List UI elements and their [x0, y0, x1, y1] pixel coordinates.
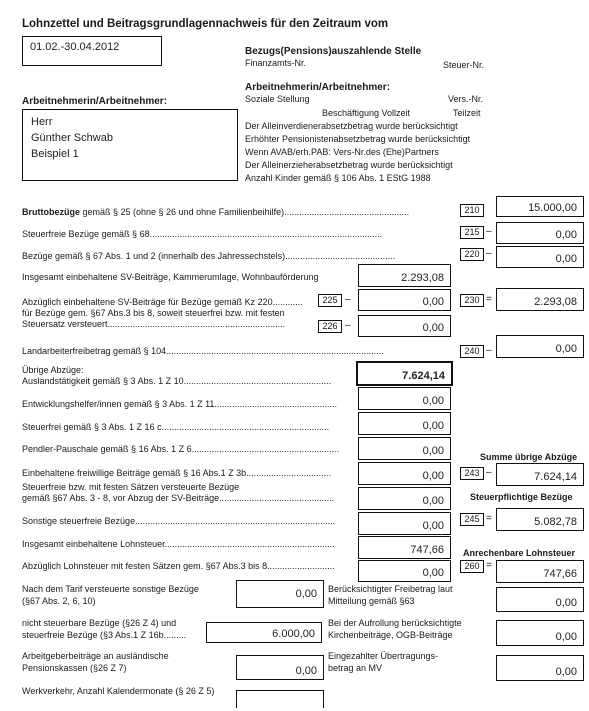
- bezuege67-value-box: [496, 246, 584, 268]
- tarif-value: 0,00: [295, 588, 317, 600]
- steuerfrei-fest-value: 0,00: [422, 495, 444, 507]
- freibetrag-line2: Mitteilung gemäß §63: [328, 596, 415, 606]
- steuerfrei3-label: Steuerfrei gemäß § 3 Abs. 1 Z 16 c...................................................................: [22, 422, 330, 432]
- steuerfrei-fest-line2: gemäß §67 Abs. 3 - 8, vor Abzug der SV-Beiträge..............................................: [22, 493, 335, 503]
- steuerfrei68-value: 0,00: [555, 229, 577, 241]
- freibetrag-value-box: [496, 587, 584, 612]
- employee-address-box: [22, 109, 238, 181]
- beschaeftigung: Beschäftigung Vollzeit: [322, 108, 411, 118]
- period-box: [22, 36, 162, 66]
- finanzamt-label: Finanzamts-Nr.: [245, 58, 307, 68]
- value-260-box: [496, 560, 584, 583]
- uebrige-label: Übrige Abzüge:: [22, 365, 84, 375]
- value-243-box: [496, 463, 584, 486]
- freiwillig-value: 0,00: [422, 470, 444, 482]
- pendler-value: 0,00: [422, 445, 444, 457]
- brutto-rest: gemäß § 25 (ohne § 26 und ohne Familienbeihilfe)..................................................: [80, 207, 410, 217]
- employee-name: Günther Schwab: [31, 132, 113, 144]
- insgesamt-sv-label: Insgesamt einbehaltene SV-Beiträge, Kammerumlage, Wohnbauförderung: [22, 272, 319, 282]
- steuerfrei3-value-box: [358, 412, 451, 435]
- form-title: Lohnzettel und Beitragsgrundlagennachweis für den Zeitraum vom: [22, 18, 389, 30]
- summe-label: Summe übrige Abzüge: [480, 452, 578, 462]
- tarif-value-box: [236, 580, 324, 608]
- aufrollung-value: 0,00: [555, 631, 577, 643]
- entwicklung-label: Entwicklungshelfer/innen gemäß § 3 Abs. 1 Z 11.................................................: [22, 399, 337, 409]
- tarif-line2: (§67 Abs. 2, 6, 10): [22, 596, 96, 606]
- anzahl-kinder: Anzahl Kinder gemäß § 106 Abs. 1 EStG 1988: [245, 173, 431, 183]
- uebertrag-value: 0,00: [555, 666, 577, 678]
- bezuege67-label: Bezüge gemäß § 67 Abs. 1 und 2 (innerhalb des Jahressechstels)............................................: [22, 251, 396, 261]
- steuerfrei68-label: Steuerfreie Bezüge gemäß § 68.............................................................................................: [22, 229, 383, 239]
- ausland-pk-line2: Pensionskassen (§26 Z 7): [22, 663, 127, 673]
- anrechenbare-label: Anrechenbare Lohnsteuer: [463, 548, 576, 558]
- code-215: 215: [460, 226, 484, 239]
- aufrollung-line1: Bei der Aufrollung berücksichtigte: [328, 618, 462, 628]
- ausland-pk-value-box: [236, 655, 324, 680]
- steuerpflichtige-label: Steuerpflichtige Bezüge: [470, 492, 573, 502]
- steuerfrei-fest-value-box: [358, 487, 451, 510]
- soziale-stellung: Soziale Stellung: [245, 94, 310, 104]
- teilzeit-label: Teilzeit: [453, 108, 481, 118]
- lohnsteuer-label: Insgesamt einbehaltene Lohnsteuer....................................................................: [22, 539, 335, 549]
- equals-260: =: [486, 560, 492, 571]
- abzuglich-sv-line3: Steuersatz versteuert.......................................................................: [22, 319, 286, 329]
- abz-lohnsteuer-label: Abzüglich Lohnsteuer mit festen Sätzen gem. §67 Abs.3 bis 8...........................: [22, 561, 335, 571]
- steuerfrei68-value-box: [496, 222, 584, 244]
- brutto-value-box: [496, 196, 584, 217]
- sonstige-value-box: [358, 512, 451, 535]
- alleinerzieher: Der Alleinerzieherabsetzbetrag wurde berücksichtigt: [245, 160, 453, 170]
- code-245: 245: [460, 513, 484, 526]
- uebertrag-line1: Eingezahlter Übertragungs-: [328, 651, 439, 661]
- value-225-box: [358, 289, 451, 311]
- value-260: 747,66: [543, 568, 577, 580]
- avab-partner: Wenn AVAB/erh.PAB: Vers-Nr.des (Ehe)Partners: [245, 147, 439, 157]
- pensionisten: Erhöhter Pensionistenabsetzbetrag wurde berücksichtigt: [245, 134, 471, 144]
- steuer-label: Steuer-Nr.: [443, 60, 485, 70]
- ausland-pk-value: 0,00: [295, 665, 317, 677]
- brutto-bold: Bruttobezüge: [22, 207, 80, 217]
- sonstige-label: Sonstige steuerfreie Bezüge................................................................................: [22, 516, 336, 526]
- equals-245: =: [486, 513, 492, 524]
- minus-240: –: [486, 345, 492, 356]
- payer-heading: Bezugs(Pensions)auszahlende Stelle: [245, 46, 422, 57]
- code-240: 240: [460, 345, 484, 358]
- value-245-box: [496, 508, 584, 531]
- insgesamt-sv-value: 2.293,08: [401, 272, 444, 284]
- value-226: 0,00: [422, 322, 444, 334]
- employee-right-heading: Arbeitnehmerin/Arbeitnehmer:: [245, 82, 391, 93]
- value-230: 2.293,08: [534, 296, 577, 308]
- alleinverdiener: Der Alleinverdienerabsetzbetrag wurde berücksichtigt: [245, 121, 458, 131]
- employee-note: Beispiel 1: [31, 148, 79, 160]
- employee-left-heading: Arbeitnehmerin/Arbeitnehmer:: [22, 96, 168, 107]
- abzuglich-sv-line2: für Bezüge gem. §67 Abs.3 bis 8, soweit steuerfrei bzw. mit festen: [22, 308, 285, 318]
- lohnsteuer-value: 747,66: [410, 544, 444, 556]
- steuerfrei3-value: 0,00: [422, 420, 444, 432]
- auslands-label: Auslandstätigkeit gemäß § 3 Abs. 1 Z 10...........................................................: [22, 376, 332, 386]
- value-226-box: [358, 315, 451, 337]
- value-245: 5.082,78: [534, 516, 577, 528]
- pendler-value-box: [358, 437, 451, 460]
- employee-salutation: Herr: [31, 116, 53, 128]
- uebertrag-value-box: [496, 655, 584, 681]
- werkverkehr-label: Werkverkehr, Anzahl Kalendermonate (§ 26 Z 5): [22, 686, 215, 696]
- uebertrag-line2: betrag an MV: [328, 663, 383, 673]
- code-210: 210: [460, 204, 484, 217]
- code-225: 225: [318, 294, 342, 307]
- werkverkehr-value-box: [236, 690, 324, 708]
- code-243: 243: [460, 467, 484, 480]
- nicht-steuerbar-value-box: [206, 622, 322, 643]
- pendler-label: Pendler-Pauschale gemäß § 16 Abs. 1 Z 6...........................................................: [22, 444, 340, 454]
- value-243: 7.624,14: [534, 471, 577, 483]
- freibetrag-value: 0,00: [555, 597, 577, 609]
- steuerfrei-fest-line1: Steuerfreie bzw. mit festen Sätzen versteuerte Bezüge: [22, 482, 240, 492]
- equals-230: =: [486, 294, 492, 305]
- brutto-label: [22, 207, 409, 218]
- minus-220: –: [486, 248, 492, 259]
- vers-nr-label: Vers.-Nr.: [448, 94, 484, 104]
- nicht-steuerbar-value: 6.000,00: [272, 628, 315, 640]
- value-230-box: [496, 288, 584, 311]
- auslands-value-box: [356, 361, 453, 386]
- abz-lohnsteuer-value: 0,00: [422, 567, 444, 579]
- brutto-value: 15.000,00: [528, 202, 577, 214]
- code-230: 230: [460, 294, 484, 307]
- ausland-pk-line1: Arbeitgeberbeiträge an ausländische: [22, 651, 169, 661]
- lohnsteuer-value-box: [358, 536, 451, 559]
- minus-225: –: [345, 294, 351, 305]
- auslands-value: 7.624,14: [402, 370, 445, 382]
- code-220: 220: [460, 248, 484, 261]
- value-240: 0,00: [555, 343, 577, 355]
- freiwillig-value-box: [358, 462, 451, 485]
- code-226: 226: [318, 320, 342, 333]
- abz-lohnsteuer-value-box: [358, 560, 451, 582]
- insgesamt-sv-value-box: [358, 264, 451, 287]
- aufrollung-line2: Kirchenbeiträge, OGB-Beiträge: [328, 630, 453, 640]
- sonstige-value: 0,00: [422, 520, 444, 532]
- freiwillig-label: Einbehaltene freiwillige Beiträge gemäß § 16 Abs.1 Z 3b..................................: [22, 468, 332, 478]
- period-value: 01.02.-30.04.2012: [30, 41, 120, 53]
- minus-243: –: [486, 467, 492, 478]
- minus-215: –: [486, 226, 492, 237]
- freibetrag-line1: Berücksichtigter Freibetrag laut: [328, 584, 453, 594]
- value-240-box: [496, 335, 584, 358]
- landarbeiter-label: Landarbeiterfreibetrag gemäß § 104.......................................................................................: [22, 346, 384, 356]
- code-260: 260: [460, 560, 484, 573]
- abzuglich-sv-line1: Abzüglich einbehaltene SV-Beiträge für Bezüge gemäß Kz 220............: [22, 297, 303, 307]
- tarif-line1: Nach dem Tarif versteuerte sonstige Bezüge: [22, 584, 199, 594]
- nicht-steuerbar-line2: steuerfreie Bezüge (§3 Abs.1 Z 16b.........: [22, 630, 187, 640]
- bezuege67-value: 0,00: [555, 253, 577, 265]
- aufrollung-value-box: [496, 620, 584, 646]
- entwicklung-value: 0,00: [422, 395, 444, 407]
- entwicklung-value-box: [358, 387, 451, 410]
- value-225: 0,00: [422, 296, 444, 308]
- minus-226: –: [345, 320, 351, 331]
- nicht-steuerbar-line1: nicht steuerbare Bezüge (§26 Z 4) und: [22, 618, 177, 628]
